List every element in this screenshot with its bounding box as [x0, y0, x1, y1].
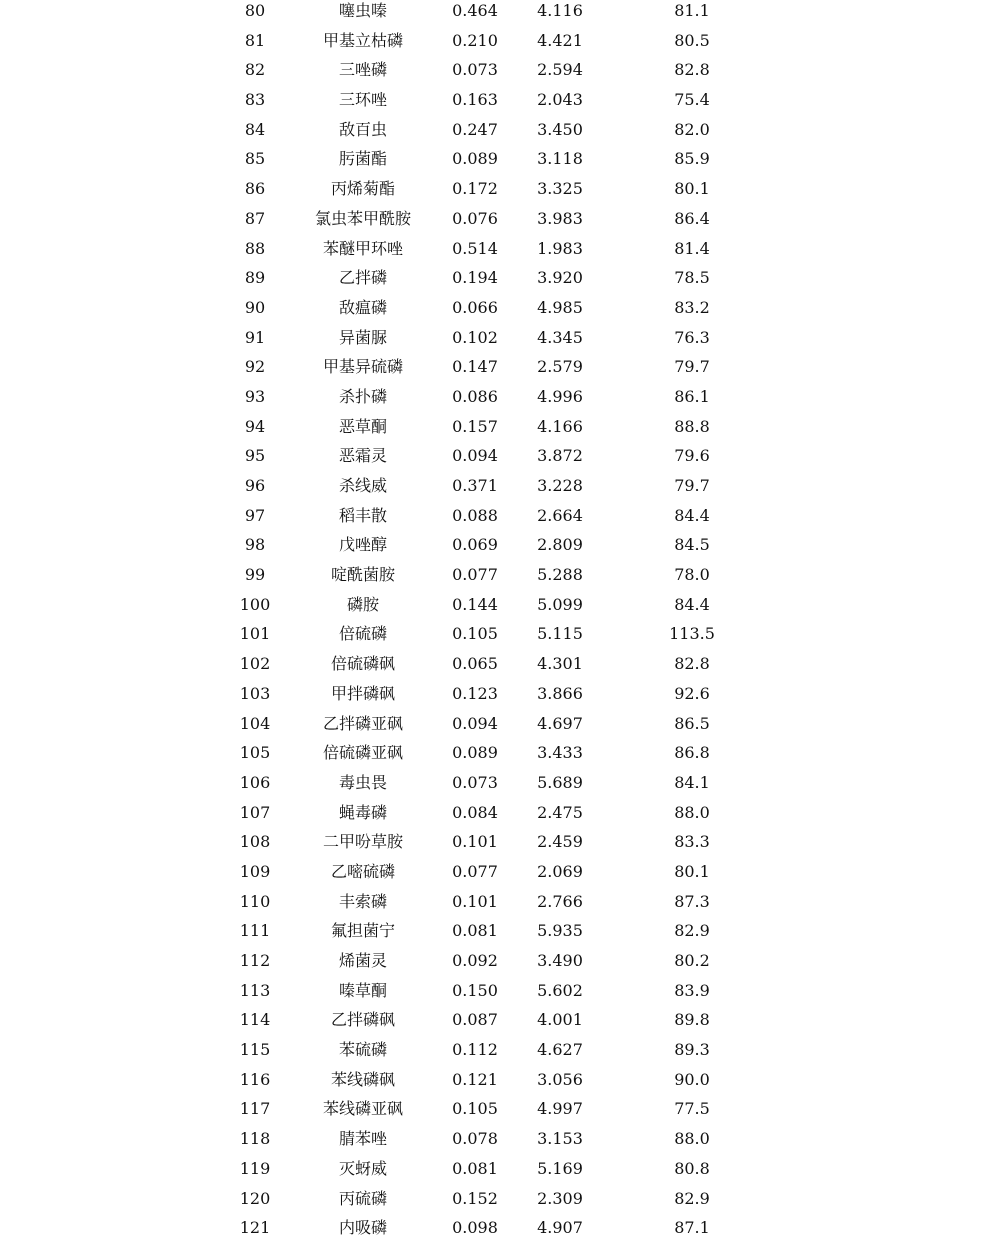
value-cell: 1.983 — [537, 238, 583, 258]
value-cell: 87.1 — [674, 1218, 710, 1238]
compound-name: 杀扑磷 — [338, 386, 387, 406]
value-cell: 89.8 — [674, 1010, 710, 1030]
compound-name: 乙拌磷 — [338, 268, 387, 288]
row-number: 98 — [244, 535, 266, 555]
compound-name: 三唑磷 — [338, 60, 387, 80]
value-cell: 3.433 — [537, 743, 583, 763]
table-row — [0, 445, 998, 475]
value-cell: 86.4 — [674, 208, 710, 228]
value-cell: 4.166 — [537, 416, 583, 436]
compound-name: 灭蚜威 — [338, 1158, 387, 1178]
value-cell: 0.081 — [452, 1158, 498, 1178]
value-cell: 0.081 — [452, 921, 498, 941]
row-number: 94 — [244, 416, 266, 436]
value-cell: 88.0 — [674, 802, 710, 822]
value-cell: 0.121 — [452, 1069, 498, 1089]
row-number: 114 — [239, 1010, 271, 1030]
value-cell: 0.464 — [452, 1, 498, 20]
value-cell: 3.866 — [537, 683, 583, 703]
value-cell: 90.0 — [674, 1069, 710, 1089]
value-cell: 4.907 — [537, 1218, 583, 1238]
row-number: 119 — [239, 1158, 271, 1178]
value-cell: 88.0 — [674, 1129, 710, 1149]
value-cell: 83.3 — [674, 832, 710, 852]
compound-name: 恶霜灵 — [338, 446, 387, 466]
row-number: 82 — [244, 60, 266, 80]
row-number: 80 — [244, 1, 266, 20]
compound-name: 噻虫嗪 — [338, 1, 387, 20]
table-row — [0, 148, 998, 178]
table-row — [0, 327, 998, 357]
value-cell: 0.094 — [452, 446, 498, 466]
row-number: 97 — [244, 505, 266, 525]
value-cell: 3.228 — [537, 476, 583, 495]
value-cell: 5.115 — [537, 624, 583, 644]
compound-name: 丙硫磷 — [338, 1188, 387, 1208]
value-cell: 0.102 — [452, 327, 498, 347]
value-cell: 82.8 — [674, 654, 710, 674]
compound-name: 氟担菌宁 — [330, 921, 395, 941]
compound-name: 苯线磷砜 — [330, 1069, 395, 1089]
value-cell: 83.9 — [674, 980, 710, 1000]
table-row — [0, 0, 998, 30]
value-cell: 0.101 — [452, 891, 498, 911]
value-cell: 3.872 — [537, 446, 583, 466]
compound-name: 异菌脲 — [338, 327, 387, 347]
row-number: 115 — [239, 1040, 271, 1060]
table-row — [0, 802, 998, 832]
value-cell: 82.0 — [674, 119, 710, 139]
value-cell: 77.5 — [674, 1099, 710, 1119]
value-cell: 0.101 — [452, 832, 498, 852]
compound-name: 三环唑 — [338, 90, 387, 110]
value-cell: 0.098 — [452, 1218, 498, 1238]
value-cell: 0.089 — [452, 743, 498, 763]
table-row — [0, 59, 998, 89]
value-cell: 4.301 — [537, 654, 583, 674]
value-cell: 4.421 — [537, 30, 583, 50]
compound-name: 倍硫磷亚砜 — [322, 743, 403, 763]
table-row — [0, 683, 998, 713]
value-cell: 85.9 — [674, 149, 710, 169]
value-cell: 78.5 — [674, 268, 710, 288]
value-cell: 4.116 — [537, 1, 583, 20]
value-cell: 0.247 — [452, 119, 498, 139]
table-row — [0, 505, 998, 535]
value-cell: 0.073 — [452, 60, 498, 80]
value-cell: 4.697 — [537, 713, 583, 733]
value-cell: 4.627 — [537, 1040, 583, 1060]
row-number: 103 — [239, 683, 271, 703]
row-number: 118 — [239, 1129, 271, 1149]
value-cell: 2.664 — [537, 505, 583, 525]
value-cell: 86.8 — [674, 743, 710, 763]
value-cell: 3.450 — [537, 119, 583, 139]
table-row — [0, 713, 998, 743]
value-cell: 113.5 — [669, 624, 715, 644]
value-cell: 0.163 — [452, 90, 498, 110]
value-cell: 3.325 — [537, 179, 583, 199]
row-number: 110 — [239, 891, 271, 911]
compound-name: 苯醚甲环唑 — [322, 238, 403, 258]
row-number: 120 — [239, 1188, 271, 1208]
value-cell: 83.2 — [674, 297, 710, 317]
value-cell: 3.118 — [537, 149, 583, 169]
compound-name: 二甲吩草胺 — [322, 832, 403, 852]
row-number: 84 — [244, 119, 266, 139]
compound-name: 毒虫畏 — [338, 772, 387, 792]
compound-name: 烯菌灵 — [338, 951, 387, 970]
value-cell: 5.935 — [537, 921, 583, 941]
row-number: 117 — [239, 1099, 271, 1119]
compound-name: 恶草酮 — [338, 416, 387, 436]
table-row — [0, 238, 998, 268]
value-cell: 78.0 — [674, 565, 710, 585]
table-row — [0, 1128, 998, 1158]
row-number: 121 — [239, 1218, 271, 1238]
value-cell: 0.087 — [452, 1010, 498, 1030]
value-cell: 3.983 — [537, 208, 583, 228]
value-cell: 0.078 — [452, 1129, 498, 1149]
row-number: 95 — [244, 446, 266, 466]
value-cell: 0.066 — [452, 297, 498, 317]
table-row — [0, 950, 998, 980]
value-cell: 80.1 — [674, 179, 710, 199]
value-cell: 0.147 — [452, 357, 498, 377]
value-cell: 87.3 — [674, 891, 710, 911]
value-cell: 80.1 — [674, 861, 710, 881]
value-cell: 2.766 — [537, 891, 583, 911]
compound-name: 丙烯菊酯 — [330, 179, 395, 199]
value-cell: 2.809 — [537, 535, 583, 555]
table-row — [0, 119, 998, 149]
compound-name: 苯硫磷 — [338, 1040, 387, 1060]
table-row — [0, 653, 998, 683]
value-cell: 4.345 — [537, 327, 583, 347]
row-number: 90 — [244, 297, 266, 317]
compound-name: 敌瘟磷 — [338, 297, 387, 317]
value-cell: 0.210 — [452, 30, 498, 50]
value-cell: 82.9 — [674, 1188, 710, 1208]
value-cell: 0.069 — [452, 535, 498, 555]
table-row — [0, 772, 998, 802]
value-cell: 0.152 — [452, 1188, 498, 1208]
value-cell: 80.8 — [674, 1158, 710, 1178]
value-cell: 2.579 — [537, 357, 583, 377]
row-number: 86 — [244, 179, 266, 199]
value-cell: 0.076 — [452, 208, 498, 228]
row-number: 111 — [239, 921, 271, 941]
table-row — [0, 623, 998, 653]
value-cell: 4.001 — [537, 1010, 583, 1030]
value-cell: 79.6 — [674, 446, 710, 466]
value-cell: 89.3 — [674, 1040, 710, 1060]
table-row — [0, 416, 998, 446]
value-cell: 0.150 — [452, 980, 498, 1000]
table-row — [0, 1098, 998, 1128]
row-number: 83 — [244, 90, 266, 110]
table-row — [0, 564, 998, 594]
value-cell: 0.065 — [452, 654, 498, 674]
compound-name: 啶酰菌胺 — [330, 565, 395, 585]
row-number: 85 — [244, 149, 266, 169]
value-cell: 4.985 — [537, 297, 583, 317]
row-number: 106 — [239, 772, 271, 792]
value-cell: 86.5 — [674, 713, 710, 733]
table-row — [0, 178, 998, 208]
value-cell: 0.514 — [452, 238, 498, 258]
value-cell: 3.920 — [537, 268, 583, 288]
value-cell: 0.077 — [452, 861, 498, 881]
row-number: 88 — [244, 238, 266, 258]
value-cell: 0.094 — [452, 713, 498, 733]
value-cell: 0.105 — [452, 624, 498, 644]
value-cell: 88.8 — [674, 416, 710, 436]
value-cell: 5.099 — [537, 594, 583, 614]
compound-name: 倍硫磷砜 — [330, 654, 395, 674]
value-cell: 2.594 — [537, 60, 583, 80]
compound-name: 嗪草酮 — [338, 980, 387, 1000]
table-row — [0, 1039, 998, 1069]
value-cell: 5.169 — [537, 1158, 583, 1178]
table-row — [0, 594, 998, 624]
compound-name: 丰索磷 — [338, 891, 387, 911]
value-cell: 0.077 — [452, 565, 498, 585]
value-cell: 4.997 — [537, 1099, 583, 1119]
value-cell: 0.123 — [452, 683, 498, 703]
table-row — [0, 861, 998, 891]
compound-name: 乙拌磷亚砜 — [322, 713, 403, 733]
value-cell: 0.092 — [452, 951, 498, 970]
value-cell: 0.105 — [452, 1099, 498, 1119]
value-cell: 2.043 — [537, 90, 583, 110]
value-cell: 3.153 — [537, 1129, 583, 1149]
table-row — [0, 30, 998, 60]
value-cell: 92.6 — [674, 683, 710, 703]
table-row — [0, 386, 998, 416]
value-cell: 0.088 — [452, 505, 498, 525]
value-cell: 76.3 — [674, 327, 710, 347]
value-cell: 79.7 — [674, 357, 710, 377]
compound-name: 磷胺 — [346, 594, 379, 614]
value-cell: 80.2 — [674, 951, 710, 970]
row-number: 102 — [239, 654, 271, 674]
value-cell: 81.4 — [674, 238, 710, 258]
value-cell: 5.689 — [537, 772, 583, 792]
compound-name: 氯虫苯甲酰胺 — [314, 208, 411, 228]
value-cell: 3.490 — [537, 951, 583, 970]
table-row — [0, 297, 998, 327]
table-row — [0, 1217, 998, 1247]
row-number: 101 — [239, 624, 271, 644]
table-row — [0, 1158, 998, 1188]
value-cell: 82.9 — [674, 921, 710, 941]
value-cell: 3.056 — [537, 1069, 583, 1089]
value-cell: 0.144 — [452, 594, 498, 614]
table-row — [0, 1069, 998, 1099]
row-number: 113 — [239, 980, 271, 1000]
row-number: 93 — [244, 386, 266, 406]
value-cell: 5.602 — [537, 980, 583, 1000]
table-row — [0, 1009, 998, 1039]
compound-name: 肟菌酯 — [338, 149, 387, 169]
value-cell: 2.475 — [537, 802, 583, 822]
compound-name: 甲基异硫磷 — [322, 357, 403, 377]
value-cell: 4.996 — [537, 386, 583, 406]
row-number: 96 — [244, 476, 266, 495]
table-row — [0, 1188, 998, 1218]
row-number: 109 — [239, 861, 271, 881]
value-cell: 5.288 — [537, 565, 583, 585]
compound-name: 甲拌磷砜 — [330, 683, 395, 703]
value-cell: 0.371 — [452, 476, 498, 495]
compound-name: 稻丰散 — [338, 505, 387, 525]
row-number: 105 — [239, 743, 271, 763]
table-row — [0, 356, 998, 386]
row-number: 108 — [239, 832, 271, 852]
compound-name: 甲基立枯磷 — [322, 30, 403, 50]
compound-name: 腈苯唑 — [338, 1129, 387, 1149]
row-number: 104 — [239, 713, 271, 733]
compound-name: 乙嘧硫磷 — [330, 861, 395, 881]
value-cell: 84.1 — [674, 772, 710, 792]
table-row — [0, 89, 998, 119]
table-row — [0, 475, 998, 505]
row-number: 100 — [239, 594, 271, 614]
compound-name: 杀线威 — [338, 476, 387, 495]
value-cell: 0.157 — [452, 416, 498, 436]
table-row — [0, 831, 998, 861]
row-number: 116 — [239, 1069, 271, 1089]
compound-name: 内吸磷 — [338, 1218, 387, 1238]
table-row — [0, 208, 998, 238]
value-cell: 75.4 — [674, 90, 710, 110]
row-number: 92 — [244, 357, 266, 377]
value-cell: 2.069 — [537, 861, 583, 881]
value-cell: 0.112 — [452, 1040, 498, 1060]
value-cell: 0.089 — [452, 149, 498, 169]
value-cell: 0.084 — [452, 802, 498, 822]
value-cell: 81.1 — [674, 1, 710, 20]
value-cell: 79.7 — [674, 476, 710, 495]
compound-name: 敌百虫 — [338, 119, 387, 139]
table-row — [0, 267, 998, 297]
table-row — [0, 742, 998, 772]
value-cell: 2.309 — [537, 1188, 583, 1208]
value-cell: 84.4 — [674, 505, 710, 525]
value-cell: 80.5 — [674, 30, 710, 50]
compound-name: 苯线磷亚砜 — [322, 1099, 403, 1119]
value-cell: 2.459 — [537, 832, 583, 852]
row-number: 107 — [239, 802, 271, 822]
row-number: 87 — [244, 208, 266, 228]
compound-name: 戊唑醇 — [338, 535, 387, 555]
value-cell: 82.8 — [674, 60, 710, 80]
compound-name: 蝇毒磷 — [338, 802, 387, 822]
value-cell: 84.4 — [674, 594, 710, 614]
value-cell: 84.5 — [674, 535, 710, 555]
compound-name: 乙拌磷砜 — [330, 1010, 395, 1030]
value-cell: 0.172 — [452, 179, 498, 199]
row-number: 112 — [239, 951, 271, 970]
table-row — [0, 891, 998, 921]
row-number: 99 — [244, 565, 266, 585]
table-row — [0, 980, 998, 1010]
table-row — [0, 920, 998, 950]
value-cell: 86.1 — [674, 386, 710, 406]
row-number: 89 — [244, 268, 266, 288]
value-cell: 0.073 — [452, 772, 498, 792]
value-cell: 0.194 — [452, 268, 498, 288]
value-cell: 0.086 — [452, 386, 498, 406]
table-row — [0, 534, 998, 564]
row-number: 81 — [244, 30, 266, 50]
row-number: 91 — [244, 327, 266, 347]
compound-name: 倍硫磷 — [338, 624, 387, 644]
